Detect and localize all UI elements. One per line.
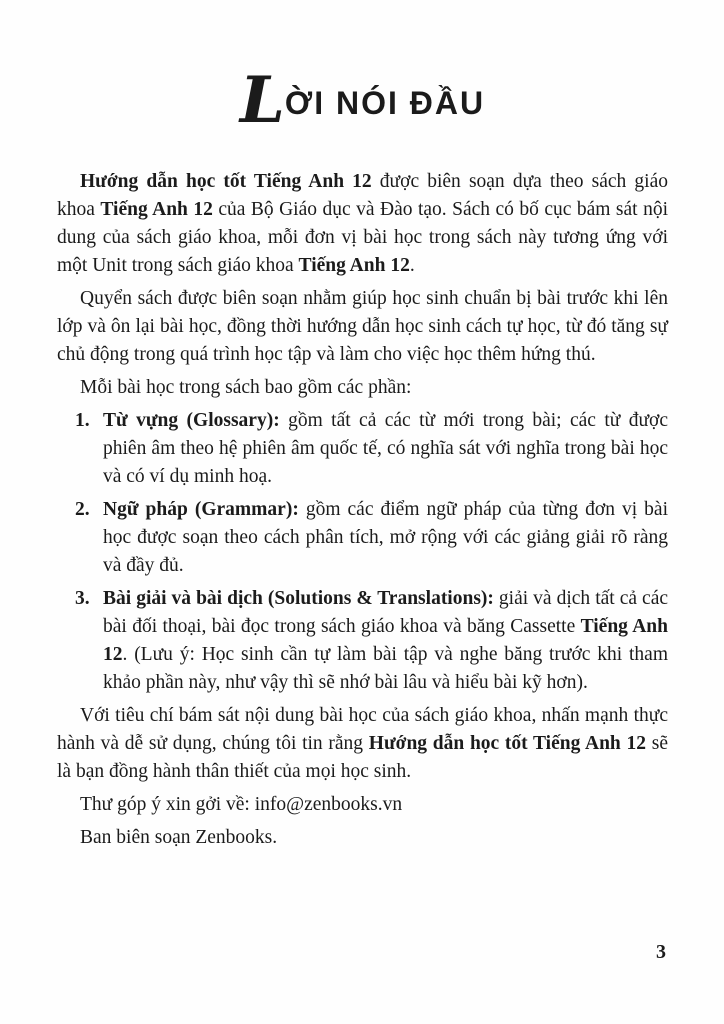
text-run: gồm tất cả các từ mới trong bài; các từ được phiên âm theo hệ phiên âm quốc tế, có nghĩa sát với nghĩa trong bài học và có ví dụ minh hoạ. [103, 410, 668, 487]
title-initial-letter: L [239, 63, 283, 138]
book-title-bold: Tiếng Anh 12 [100, 199, 213, 220]
text-run: sẽ là bạn đồng hành thân thiết của mọi học sinh. [57, 733, 668, 782]
text-run: Với tiêu chí bám sát nội dung bài học của sách giáo khoa, nhấn mạnh thực hành và dễ sử dụng, chúng tôi tin rằng [57, 705, 668, 754]
item-label: Từ vựng (Glossary): [103, 410, 280, 431]
paragraph-signature: Ban biên soạn Zenbooks. [80, 827, 278, 848]
paragraph-intro [57, 168, 668, 280]
page-number: 3 [656, 941, 666, 963]
paragraph-closing [57, 702, 668, 786]
title-text: ỜI NÓI ĐẦU [284, 85, 486, 121]
book-title-bold: Tiếng Anh 12 [103, 616, 668, 665]
text-run: giải và dịch tất cả các bài đối thoại, bài đọc trong sách giáo khoa và băng Cassette [103, 588, 668, 637]
page-title [57, 63, 668, 138]
paragraph-list-intro: Mỗi bài học trong sách bao gồm các phần: [80, 377, 412, 398]
book-title-bold: Hướng dẫn học tốt Tiếng Anh 12 [80, 171, 372, 192]
item-label: Ngữ pháp (Grammar): [103, 499, 299, 520]
item-number: 1. [75, 410, 90, 431]
paragraph-feedback: Thư góp ý xin gởi về: info@zenbooks.vn [80, 794, 403, 815]
paragraph-purpose: Quyển sách được biên soạn nhằm giúp học sinh chuẩn bị bài trước khi lên lớp và ôn lại bài học, đồng thời hướng dẫn học sinh cách tự học, từ đó tăng sự chủ động trong quá trình học tập và làm cho việc học thêm hứng thú. [57, 288, 668, 365]
text-run: của Bộ Giáo dục và Đào tạo. Sách có bố cục bám sát nội dung của sách giáo khoa, mỗi đơn vị bài học trong sách này tương ứng với một Unit trong sách giáo khoa [57, 199, 668, 276]
list-item-grammar [75, 496, 668, 580]
item-number: 2. [75, 499, 90, 520]
text-run: gồm các điểm ngữ pháp của từng đơn vị bài học được soạn theo cách phân tích, mở rộng với các giảng giải rõ ràng và đầy đủ. [103, 499, 668, 576]
book-title-bold: Tiếng Anh 12 [298, 255, 410, 276]
text-run: . (Lưu ý: Học sinh cần tự làm bài tập và nghe băng trước khi tham khảo phần này, như vậy thì sẽ nhớ bài lâu và hiểu bài kỹ hơn). [103, 644, 668, 693]
book-title-bold: Hướng dẫn học tốt Tiếng Anh 12 [368, 733, 647, 754]
item-label: Bài giải và bài dịch (Solutions & Translations): [103, 588, 494, 609]
text-run: . [409, 255, 415, 276]
list-item-solutions [75, 585, 668, 697]
item-number: 3. [75, 588, 90, 609]
sections-list [75, 407, 668, 697]
text-run: được biên soạn dựa theo sách giáo khoa [57, 171, 668, 220]
list-item-glossary [75, 407, 668, 491]
